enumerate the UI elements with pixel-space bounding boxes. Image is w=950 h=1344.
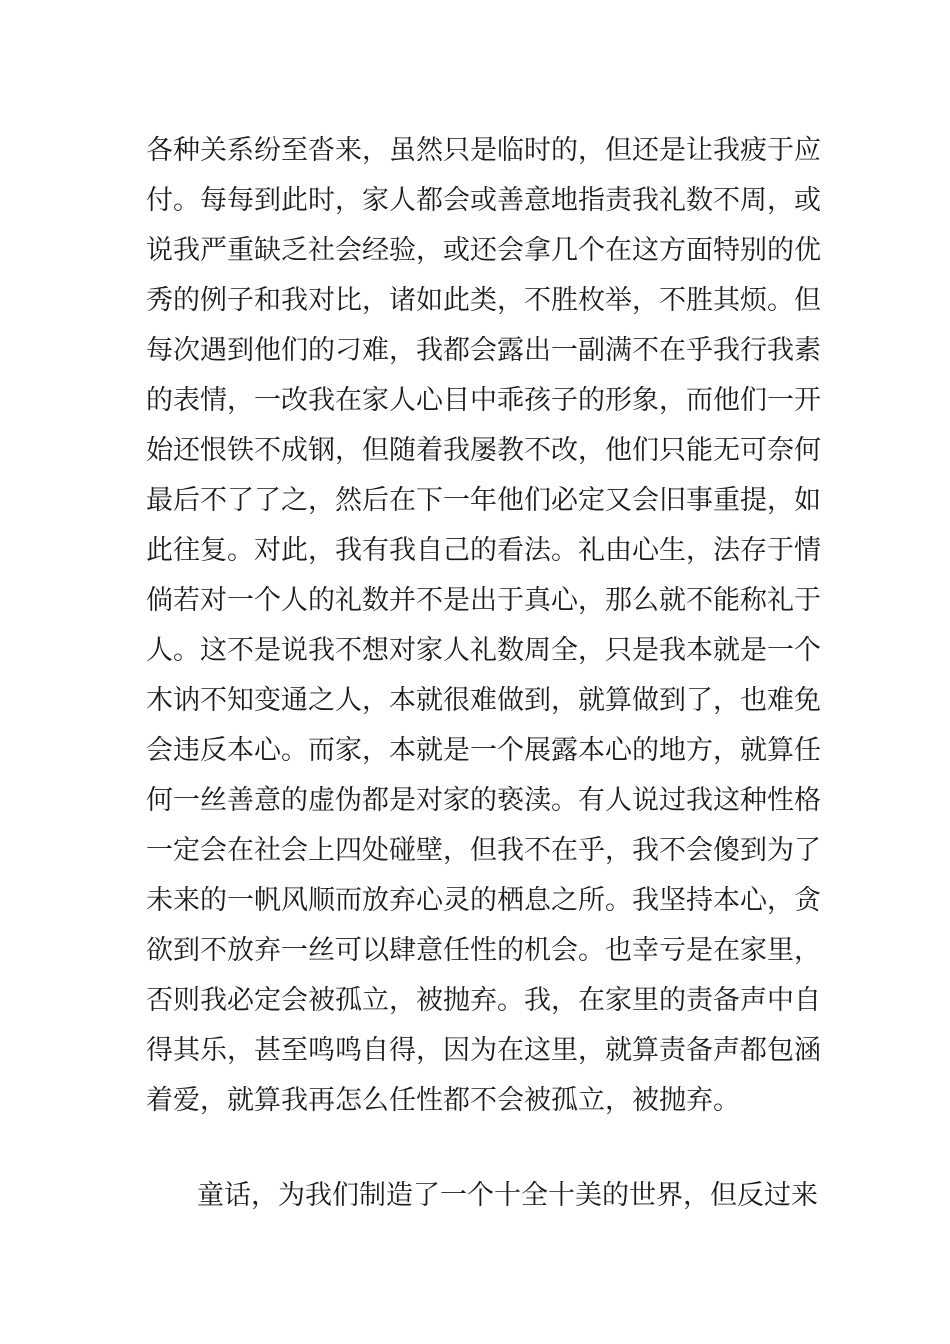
paragraph-line: 着爱，就算我再怎么任性都不会被孤立，被抛弃。: [146, 1085, 740, 1116]
paragraph-line: 欲到不放弃一丝可以肆意任性的机会。也幸亏是在家里，: [146, 935, 821, 966]
paragraph-line: 木讷不知变通之人，本就很难做到，就算做到了，也难免: [146, 685, 821, 716]
paragraph-line: 童话，为我们制造了一个十全十美的世界，但反过来: [197, 1180, 818, 1211]
paragraph-line: 一定会在社会上四处碰壁，但我不在乎，我不会傻到为了: [146, 835, 821, 866]
paragraph-line: 此往复。对此，我有我自己的看法。礼由心生，法存于情: [146, 535, 821, 566]
paragraph-line: 说我严重缺乏社会经验，或还会拿几个在这方面特别的优: [146, 235, 821, 266]
paragraph-line: 倘若对一个人的礼数并不是出于真心，那么就不能称礼于: [146, 585, 821, 616]
paragraph-line: 秀的例子和我对比，诸如此类，不胜枚举，不胜其烦。但: [146, 285, 821, 316]
paragraph-line: 人。这不是说我不想对家人礼数周全，只是我本就是一个: [146, 635, 821, 666]
paragraph-line: 的表情，一改我在家人心目中乖孩子的形象，而他们一开: [146, 385, 821, 416]
paragraph-line: 每次遇到他们的刁难，我都会露出一副满不在乎我行我素: [146, 335, 821, 366]
paragraph-line: 各种关系纷至沓来，虽然只是临时的，但还是让我疲于应: [146, 135, 821, 166]
paragraph-line: 未来的一帆风顺而放弃心灵的栖息之所。我坚持本心，贪: [146, 885, 821, 916]
paragraph-line: 得其乐，甚至鸣鸣自得，因为在这里，就算责备声都包涵: [146, 1035, 821, 1066]
paragraph-line: 付。每每到此时，家人都会或善意地指责我礼数不周，或: [146, 185, 821, 216]
paragraph-line: 否则我必定会被孤立，被抛弃。我，在家里的责备声中自: [146, 985, 821, 1016]
paragraph-line: 始还恨铁不成钢，但随着我屡教不改，他们只能无可奈何: [146, 435, 821, 466]
paragraph-line: 最后不了了之，然后在下一年他们必定又会旧事重提，如: [146, 485, 821, 516]
paragraph-line: 何一丝善意的虚伪都是对家的亵渎。有人说过我这种性格: [146, 785, 821, 816]
paragraph-line: 会违反本心。而家，本就是一个展露本心的地方，就算任: [146, 735, 821, 766]
